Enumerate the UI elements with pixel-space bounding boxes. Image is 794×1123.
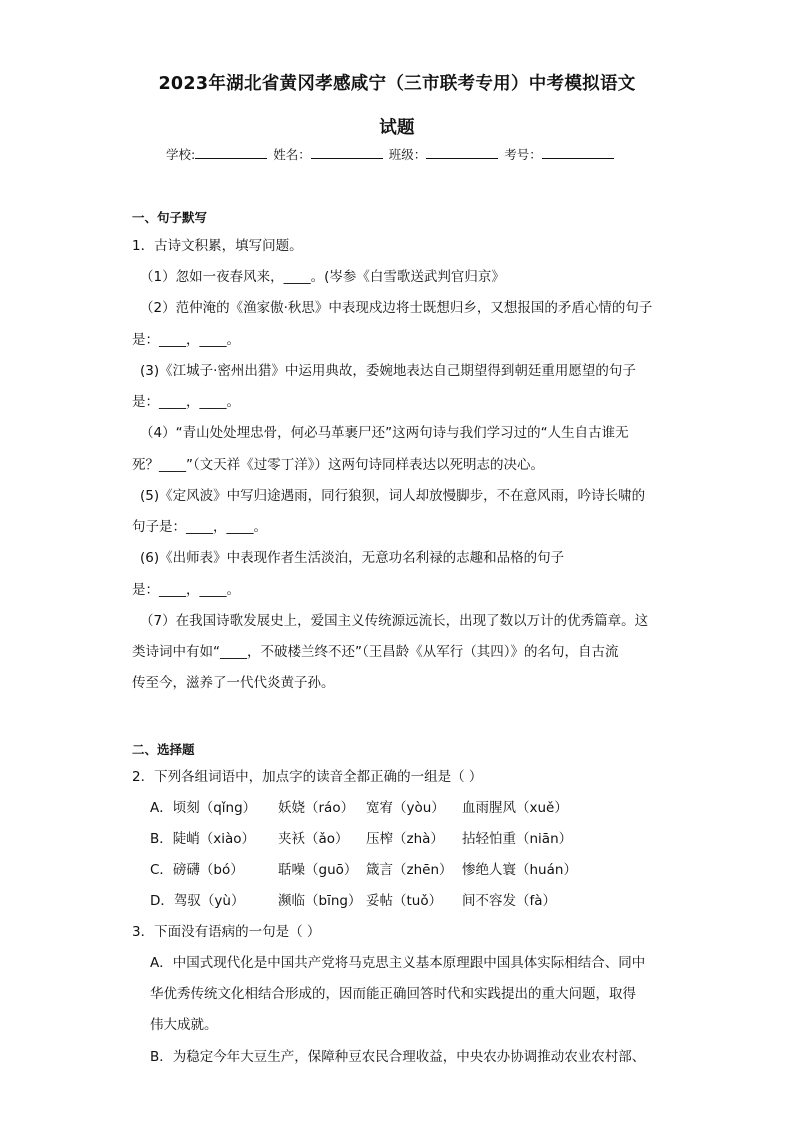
option-word: 箴言（zhēn） xyxy=(366,862,453,878)
q1-line: (6)《出师表》中表现作者生活淡泊，无意功名利禄的志趣和品格的句子 xyxy=(140,550,565,566)
number-blank[interactable] xyxy=(542,146,614,159)
option-word: 血雨腥风（xuě） xyxy=(462,800,568,816)
q1-line: （2）范仲淹的《渔家傲·秋思》中表现戍边将士既想归乡，又想报国的矛盾心情的句子 xyxy=(140,300,653,316)
number-label: 考号： xyxy=(504,147,542,162)
question-1-stem: 1．古诗文积累，填写问题。 xyxy=(132,238,303,254)
q2-option-a[interactable] xyxy=(150,796,568,816)
q3-option-a-line[interactable]: A．中国式现代化是中国共产党将马克思主义基本原理跟中国具体实际相结合、同中 xyxy=(150,955,646,971)
q1-line: 是：____，____。 xyxy=(132,394,240,410)
q2-option-b[interactable] xyxy=(150,827,572,847)
student-info-row xyxy=(166,145,616,163)
option-word: A．顷刻（qǐng） xyxy=(150,800,257,816)
option-word: 压榨（zhà） xyxy=(366,831,444,847)
q1-line: （1）忽如一夜春风来，____。(岑参《白雪歌送武判官归京》 xyxy=(140,269,505,285)
option-word: 拈轻怕重（niān） xyxy=(462,831,573,847)
question-3-stem: 3．下面没有语病的一句是（ ） xyxy=(132,924,321,940)
q1-line: 句子是：____，____。 xyxy=(132,519,267,535)
q1-line: 是：____，____。 xyxy=(132,332,240,348)
option-word: 夹袄（ǎo） xyxy=(278,831,349,847)
q3-option-a-line: 伟大成就。 xyxy=(150,1017,218,1033)
q1-line: 是：____，____。 xyxy=(132,582,240,598)
class-blank[interactable] xyxy=(426,146,498,159)
option-word: D．驾驭（yù） xyxy=(150,893,245,909)
option-word: 惨绝人寰（huán） xyxy=(462,862,577,878)
option-word: 宽宥（yòu） xyxy=(366,800,445,816)
class-label: 班级： xyxy=(388,147,427,162)
q1-line: (3)《江城子·密州出猎》中运用典故，委婉地表达自己期望得到朝廷重用愿望的句子 xyxy=(140,363,636,379)
q1-line: (5)《定风波》中写归途遇雨，同行狼狈，词人却放慢脚步，不在意风雨，吟诗长啸的 xyxy=(140,488,646,504)
q1-line: （4）“青山处处埋忠骨，何必马革裹尸还”这两句诗与我们学习过的“人生自古谁无 xyxy=(140,425,629,441)
option-word: 聒噪（guō） xyxy=(278,862,358,878)
q1-line: （7）在我国诗歌发展史上，爱国主义传统源远流长，出现了数以万计的优秀篇章。这 xyxy=(140,613,649,629)
name-label: 姓名： xyxy=(273,147,311,162)
q1-line: 死？____”（文天祥《过零丁洋》）这两句诗同样表达以死明志的决心。 xyxy=(132,457,544,473)
exam-title-line2: 试题 xyxy=(379,118,415,138)
exam-title-line1: 2023年湖北省黄冈孝感咸宁（三市联考专用）中考模拟语文 xyxy=(158,74,636,94)
q2-option-d[interactable] xyxy=(150,889,556,909)
option-word: 间不容发（fà） xyxy=(462,893,557,909)
q1-line: 传至今，滋养了一代代炎黄子孙。 xyxy=(132,675,335,691)
option-word: 妖娆（ráo） xyxy=(278,800,355,816)
q3-option-a-line: 华优秀传统文化相结合形成的，因而能正确回答时代和实践提出的重大问题，取得 xyxy=(150,986,636,1002)
option-word: 濒临（bīng） xyxy=(278,893,362,909)
section-heading-1: 一、句子默写 xyxy=(132,210,208,225)
school-label: 学校: xyxy=(166,147,196,162)
option-word: 妥帖（tuǒ） xyxy=(366,893,443,909)
q3-option-b-line[interactable]: B．为稳定今年大豆生产，保障种豆农民合理收益，中央农办协调推动农业农村部、 xyxy=(150,1049,646,1065)
question-2-stem: 2．下列各组词语中，加点字的读音全都正确的一组是（ ） xyxy=(132,769,483,785)
name-blank[interactable] xyxy=(311,146,383,159)
section-heading-2: 二、选择题 xyxy=(132,742,195,757)
option-word: C．磅礴（bó） xyxy=(150,862,244,878)
q1-line: 类诗词中有如“____，不破楼兰终不还”（王昌龄《从军行（其四）》的名句，自古流 xyxy=(132,644,619,660)
option-word: B．陡峭（xiào） xyxy=(150,831,256,847)
school-blank[interactable] xyxy=(195,146,267,159)
q2-option-c[interactable] xyxy=(150,858,577,878)
